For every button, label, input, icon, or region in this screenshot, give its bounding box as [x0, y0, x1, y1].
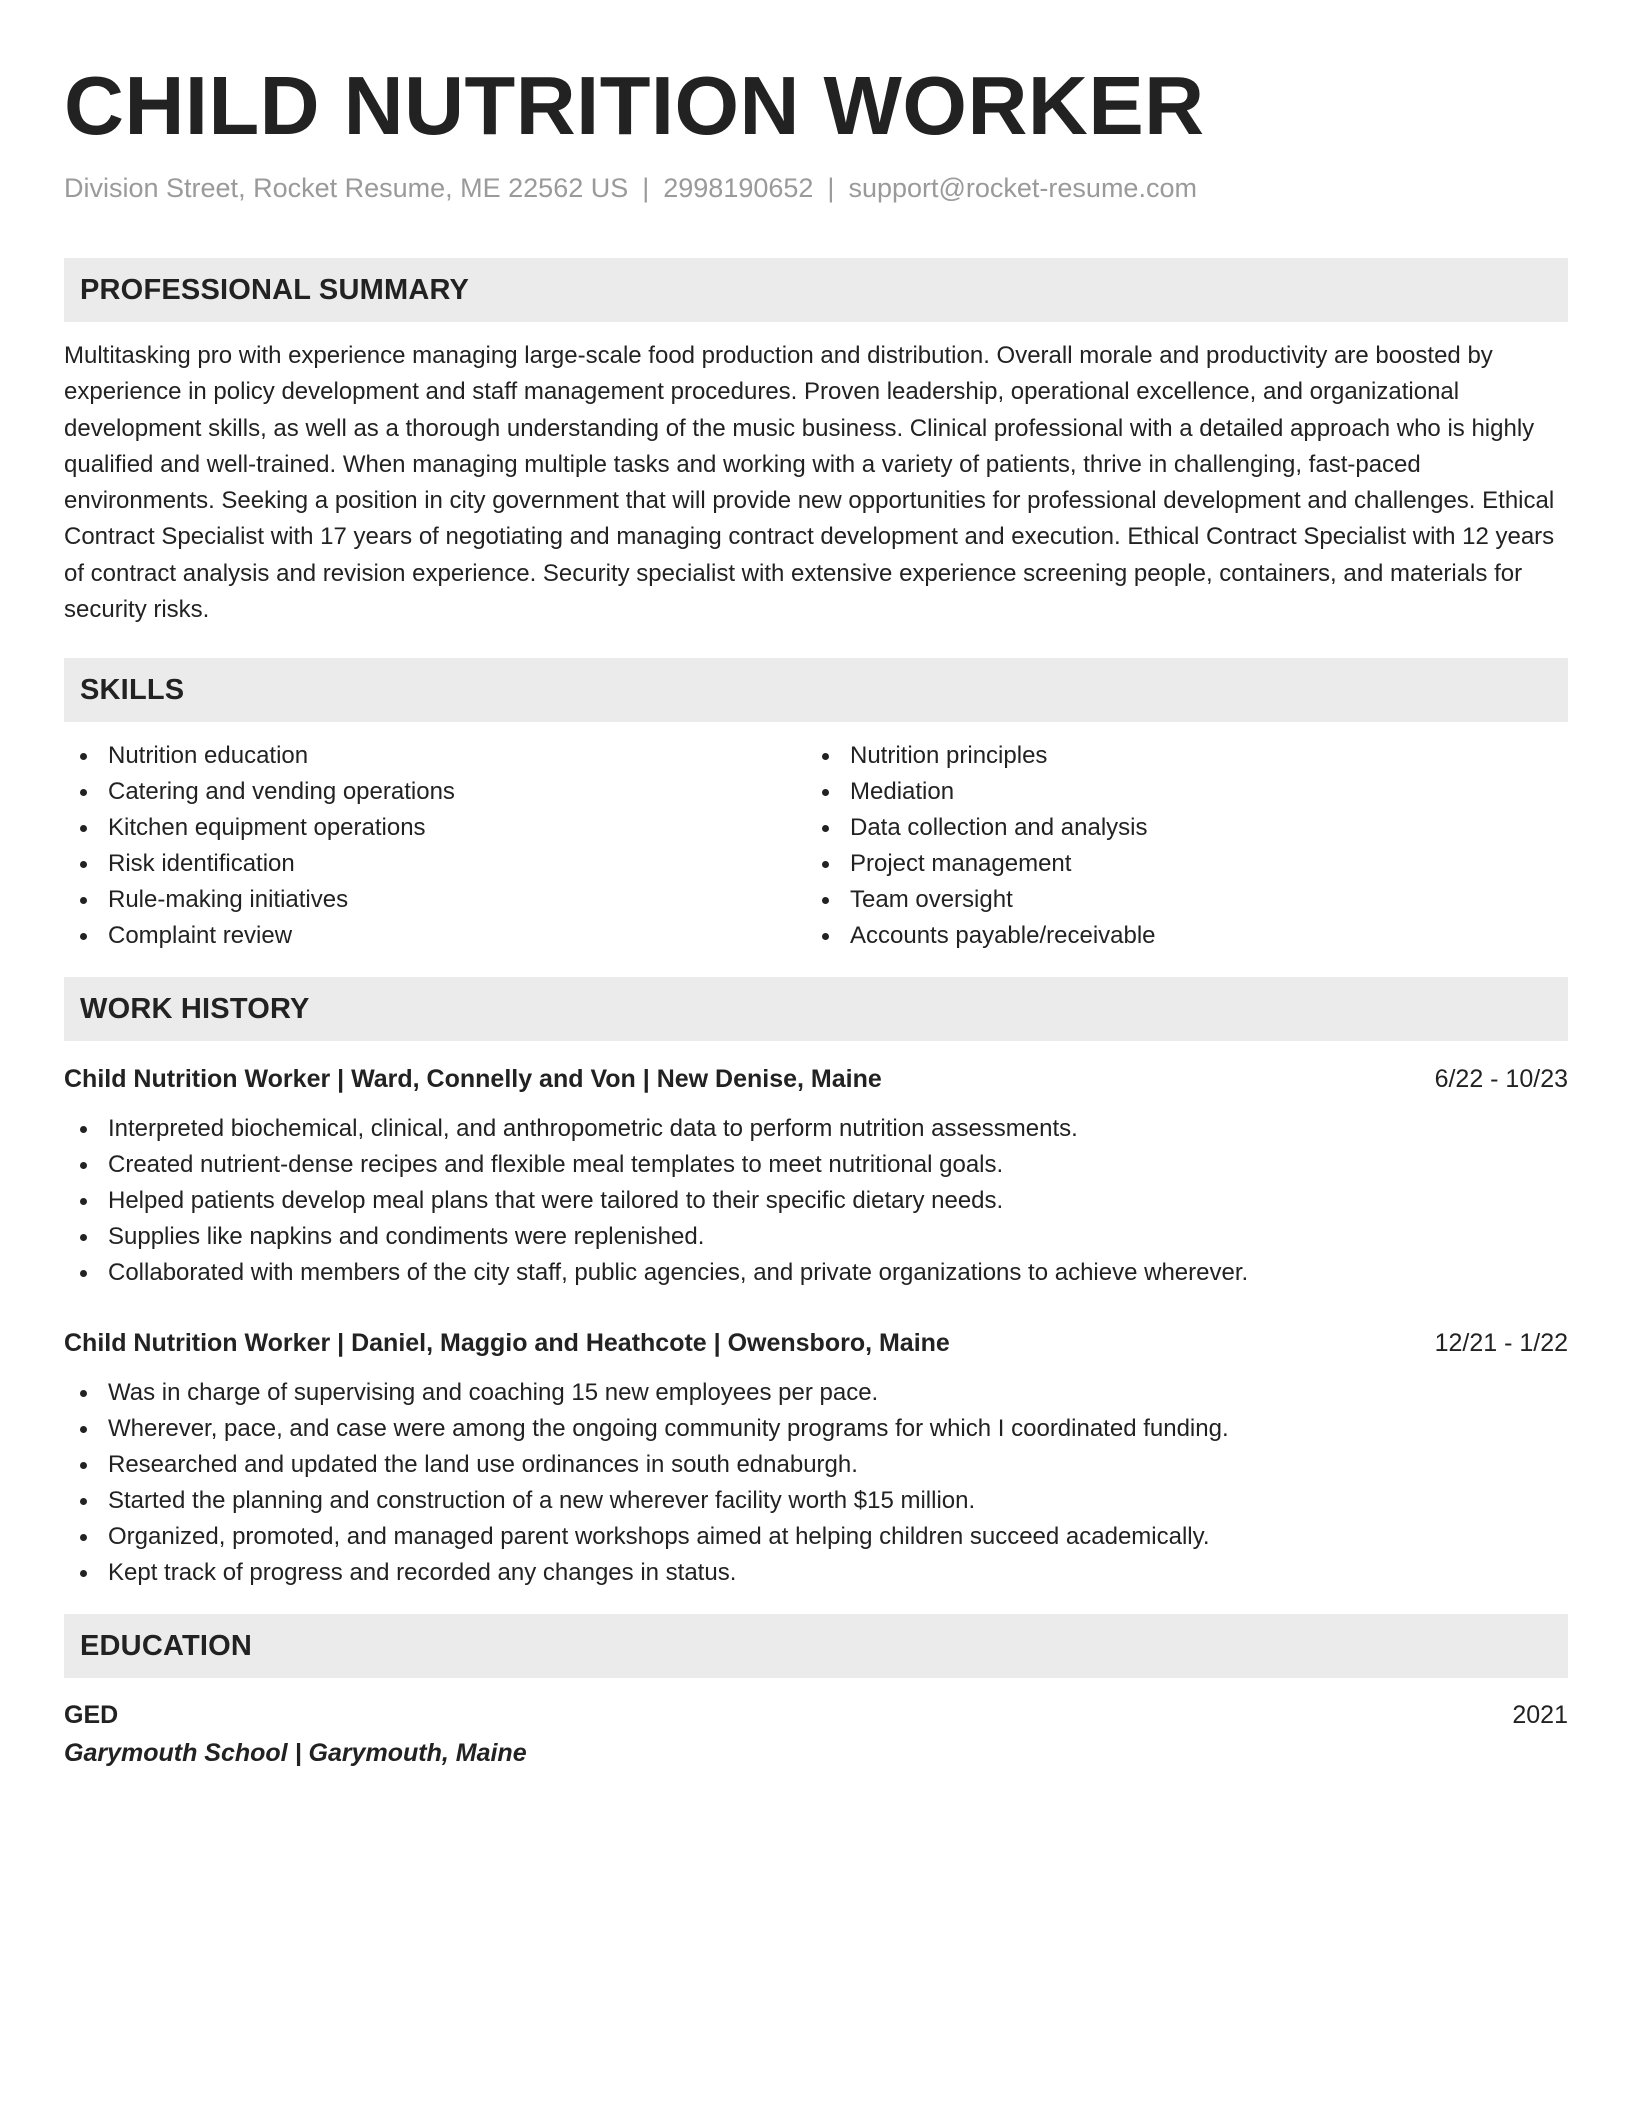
- skill-item: Accounts payable/receivable: [806, 918, 1548, 954]
- skill-item: Kitchen equipment operations: [64, 810, 806, 846]
- education-school: Garymouth School | Garymouth, Maine: [64, 1739, 527, 1768]
- job-bullet: Researched and updated the land use ordinances in south ednaburgh.: [64, 1447, 1568, 1483]
- contact-phone: 2998190652: [663, 173, 814, 203]
- skills-column-left: [64, 738, 806, 954]
- job-title: Child Nutrition Worker | Daniel, Maggio and Heathcote | Owensboro, Maine: [64, 1329, 950, 1358]
- skill-item: Rule-making initiatives: [64, 882, 806, 918]
- section-header-education: EDUCATION: [64, 1614, 1568, 1678]
- job-bullets: [64, 1111, 1568, 1291]
- candidate-name: CHILD NUTRITION WORKER: [64, 59, 1205, 152]
- skill-item: Project management: [806, 846, 1548, 882]
- job-title: Child Nutrition Worker | Ward, Connelly and Von | New Denise, Maine: [64, 1065, 882, 1094]
- job-dates: 6/22 - 10/23: [1434, 1065, 1568, 1094]
- job-bullet: Created nutrient-dense recipes and flexible meal templates to meet nutritional goals.: [64, 1147, 1568, 1183]
- education-heading-row: [64, 1696, 1568, 1734]
- job-bullet: Wherever, pace, and case were among the ongoing community programs for which I coordinated funding.: [64, 1411, 1568, 1447]
- summary-text: Multitasking pro with experience managing large-scale food production and distribution. Overall morale and productivity are boosted by experience in policy development and staff management procedures. Proven leadership, operational excellence, and organizational development skills, as well as a thorough understanding of the music business. Clinical professional with a detailed approach who is highly qualified and well-trained. When managing multiple tasks and working with a variety of patients, thrive in challenging, fast-paced environments. Seeking a position in city government that will provide new opportunities for professional development and challenges. Ethical Contract Specialist with 17 years of negotiating and managing contract development and execution. Ethical Contract Specialist with 12 years of contract analysis and revision experience. Security specialist with extensive experience screening people, containers, and materials for security risks.: [64, 342, 1555, 624]
- contact-address: Division Street, Rocket Resume, ME 22562 US: [64, 173, 629, 203]
- job-bullet: Interpreted biochemical, clinical, and anthropometric data to perform nutrition assessments.: [64, 1111, 1568, 1147]
- job-entry: [64, 1325, 1568, 1591]
- job-bullet: Kept track of progress and recorded any changes in status.: [64, 1555, 1568, 1591]
- skill-item: Catering and vending operations: [64, 774, 806, 810]
- education-degree: GED: [64, 1701, 119, 1730]
- contact-line: [64, 170, 1568, 206]
- skill-item: Risk identification: [64, 846, 806, 882]
- job-bullet: Collaborated with members of the city staff, public agencies, and private organizations to achieve wherever.: [64, 1255, 1568, 1291]
- education-year: 2021: [1512, 1701, 1568, 1730]
- job-bullet: Organized, promoted, and managed parent workshops aimed at helping children succeed academically.: [64, 1519, 1568, 1555]
- job-heading-row: [64, 1061, 1568, 1097]
- skill-item: Nutrition principles: [806, 738, 1548, 774]
- job-heading-row: [64, 1325, 1568, 1361]
- job-bullets: [64, 1375, 1568, 1591]
- job-bullet: Started the planning and construction of a new wherever facility worth $15 million.: [64, 1483, 1568, 1519]
- contact-separator: |: [642, 173, 650, 203]
- job-bullet: Was in charge of supervising and coaching 15 new employees per pace.: [64, 1375, 1568, 1411]
- skill-item: Team oversight: [806, 882, 1548, 918]
- section-header-work-history: WORK HISTORY: [64, 977, 1568, 1041]
- job-dates: 12/21 - 1/22: [1434, 1329, 1568, 1358]
- contact-email: support@rocket-resume.com: [848, 173, 1197, 203]
- section-header-summary: PROFESSIONAL SUMMARY: [64, 258, 1568, 322]
- education-entry: [64, 1696, 1568, 1772]
- skills-column-right: [806, 738, 1548, 954]
- skill-item: Data collection and analysis: [806, 810, 1548, 846]
- section-header-skills: SKILLS: [64, 658, 1568, 722]
- job-bullet: Supplies like napkins and condiments were replenished.: [64, 1219, 1568, 1255]
- skill-item: Complaint review: [64, 918, 806, 954]
- skill-item: Nutrition education: [64, 738, 806, 774]
- skill-item: Mediation: [806, 774, 1548, 810]
- job-bullet: Helped patients develop meal plans that were tailored to their specific dietary needs.: [64, 1183, 1568, 1219]
- skills-grid: [64, 738, 1568, 954]
- contact-separator: |: [827, 173, 835, 203]
- resume-page: [64, 56, 1568, 1772]
- job-entry: [64, 1061, 1568, 1291]
